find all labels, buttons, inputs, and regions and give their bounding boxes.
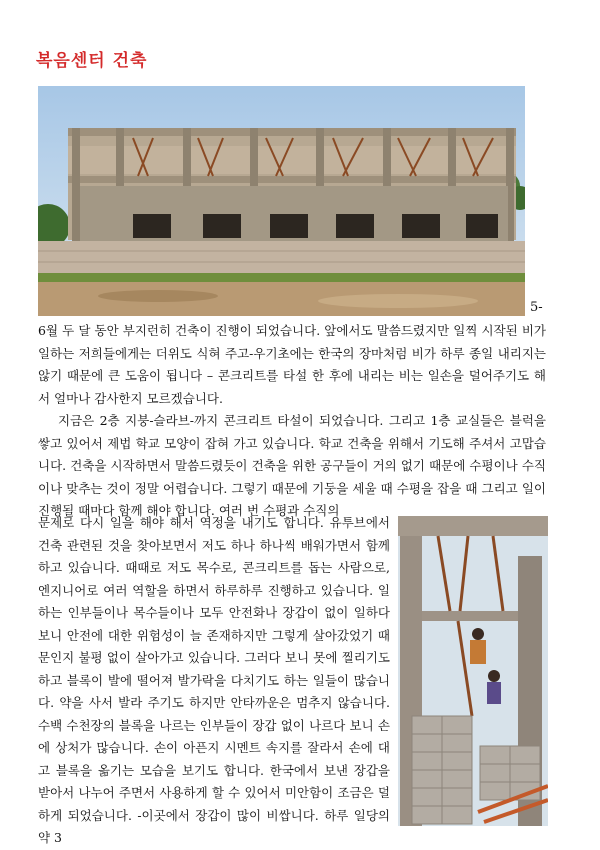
block-stacking-photo <box>398 516 548 826</box>
page-marker: 5- <box>530 300 543 315</box>
paragraph-1: 6월 두 달 동안 부지런히 건축이 진행이 되었습니다. 앞에서도 말씀드렸지만 일찍 시작된 비가 일하는 저희들에게는 더위도 식혀 주고-우기초에는 한국의 장마처럼 비가 하루 종일 내리지는 않기 때문에 큰 도움이 됩니다 – 콘크리트를 타설 한 후에 내리는 비는 일손을 덜어주기도 해서 얼마나 감사한지 모르겠습니다. <box>38 323 546 406</box>
paragraph-3: 문제로 다시 일을 해야 해서 역정을 내기도 합니다. 유투브에서 건축 관련된 것을 찾아보면서 저도 하나 하나씩 배워가면서 함께 하고 있습니다. 때때로 저도 목수로, 콘크리트를 돕는 사람으로, 엔지니어로 여러 역할을 하면서 하루하루 진행하고 있습니다. 일하는 인부들이나 목수들이나 모두 안전화나 장갑이 없이 일하다 보니 안전에 대한 위험성이 늘 존재하지만 그렇게 살아갔었기 때문인지 불평 없이 살아가고 있습니다. 그러다 보니 못에 찔리기도 하고 블록이 발에 떨어져 발가락을 다치기도 하는 일들이 많습니다. 약을 사서 발라 주기도 하지만 안타까운은 멈추지 않습니다. 수백 수천장의 블록을 나르는 인부들이 장갑 없이 나르다 보니 손에 상처가 많습니다. 손이 아픈지 시멘트 속지를 잘라서 손에 대고 블록을 옮기는 모습을 보기도 합니다. 한국에서 보낸 장갑을 받아서 나누어 주면서 사용하게 할 수 있어서 미안함이 조금은 덜 하게 되었습니다. -이곳에서 장갑이 많이 비쌉니다. 하루 일당의 약 3 <box>38 515 390 845</box>
building-construction-photo <box>38 86 525 316</box>
page-title: 복음센터 건축 <box>36 51 148 71</box>
paragraph-2: 지금은 2층 지붕-슬라브-까지 콘크리트 타설이 되었습니다. 그리고 1층 교실들은 블럭을 쌓고 있어서 제법 학교 모양이 잡혀 가고 있습니다. 학교 건축을 위해서 기도해 주셔서 고맙습니다. 건축을 시작하면서 말씀드렸듯이 건축을 위한 공구들이 거의 없기 때문에 수평이나 수직이나 맞추는 것이 정말 어렵습니다. 그렇기 때문에 기둥을 세울 때 수평을 잡을 때 그리고 일이 진행될 때마다 함께 해야 합니다. 여러 번 수평과 수직의 <box>38 413 546 518</box>
